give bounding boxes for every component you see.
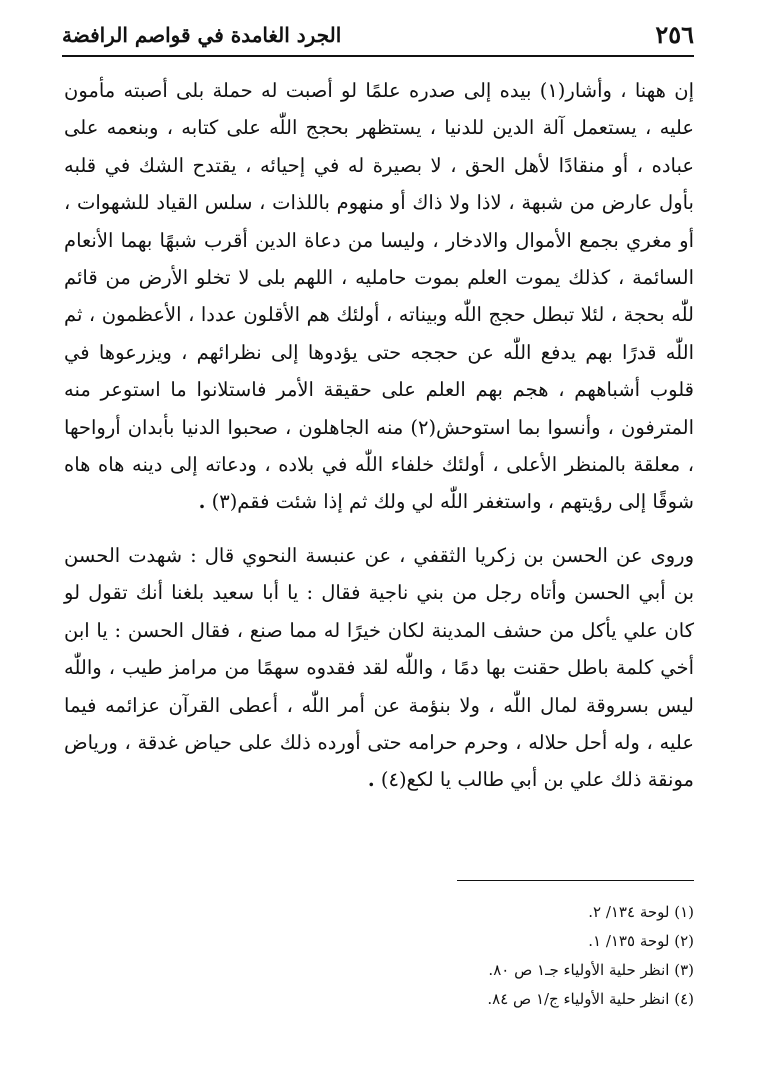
footnotes-list [64,898,694,1014]
running-title: الجرد الغامدة في قواصم الرافضة [62,23,342,47]
paragraph-2 [64,537,694,799]
footnote-separator [457,880,694,881]
paragraph-1-end: . [198,490,206,514]
main-text [64,72,694,799]
paragraph-1 [64,72,694,521]
paragraph-2-end: . [367,768,375,792]
footnote-item: (١) لوحة ١٣٤/ ٢. [588,903,694,921]
paragraph-1-text: إن ههنا ، وأشار(١) بيده إلى صدره علمًا لو أصبت له حملة بلى أصبته مأمون عليه ، يستعمل آلة الدين للدنيا ، يستظهر بحجج اللّٰه على كتابه ، وبنعمه على عباده ، أو منقادًا لأهل الحق ، لا بصيرة له في إحيائه ، يقتدح الشك في قلبه بأول عارض من شبهة ، لاذا ولا ذاك أو منهوم باللذات ، سلس القياد للشهوات ، أو مغري بجمع الأموال والادخار ، وليسا من دعاة الدين أقرب شبهًا بهما الأنعام السائمة ، كذلك يموت العلم بموت حامليه ، اللهم بلى لا تخلو الأرض من قائم للّٰه بحجة ، لئلا تبطل حجج اللّٰه وبيناته ، أولئك هم الأقلون عددا ، الأعظمون ، ثم اللّٰه قدرًا بهم يدفع اللّٰه عن حججه حتى يؤدوها إلى نظرائهم ، ويزرعوها في قلوب أشباههم ، هجم بهم العلم على حقيقة الأمر فاستلانوا ما استوعر منه المترفون ، وأنسوا بما استوحش(٢) منه الجاهلون ، صحبوا الدنيا بأبدان أرواحها ، معلقة بالمنظر الأعلى ، أولئك خلفاء اللّٰه في بلاده ، ودعاته إلى دينه هاه هاه شوقًا إلى رؤيتهم ، واستغفر اللّٰه لي ولك ثم إذا شئت فقم(٣) [64,79,695,514]
footnote-item: (٣) انظر حلية الأولياء جـ١ ص ٨٠. [488,961,694,979]
footnote-item: (٢) لوحة ١٣٥/ ١. [588,932,694,950]
footnote-item: (٤) انظر حلية الأولياء ج/١ ص ٨٤. [487,990,694,1008]
header-rule [62,55,694,57]
paragraph-2-text: وروى عن الحسن بن زكريا الثقفي ، عن عنبسة النحوي قال : شهدت الحسن بن أبي الحسن وأتاه رجل من بني ناجية فقال : يا أبا سعيد بلغنا أنك تقول لو كان علي يأكل من حشف المدينة لكان خيرًا له مما صنع ، فقال الحسن : يا ابن أخي كلمة باطل حقنت بها دمًا ، واللّٰه لقد فقدوه سهمًا من مرامز طيب ، واللّٰه ليس بسروقة لمال اللّٰه ، ولا بنؤمة عن أمر اللّٰه ، أعطى القرآن عزائمه فيما عليه ، وله أحل حلاله ، وحرم حرامه حتى أورده ذلك على حياض غدقة ، ورياض مونقة ذلك علي بن أبي طالب يا لكع(٤) [64,543,694,792]
page-header [62,18,694,52]
page-number: ٢٥٦ [655,20,694,49]
